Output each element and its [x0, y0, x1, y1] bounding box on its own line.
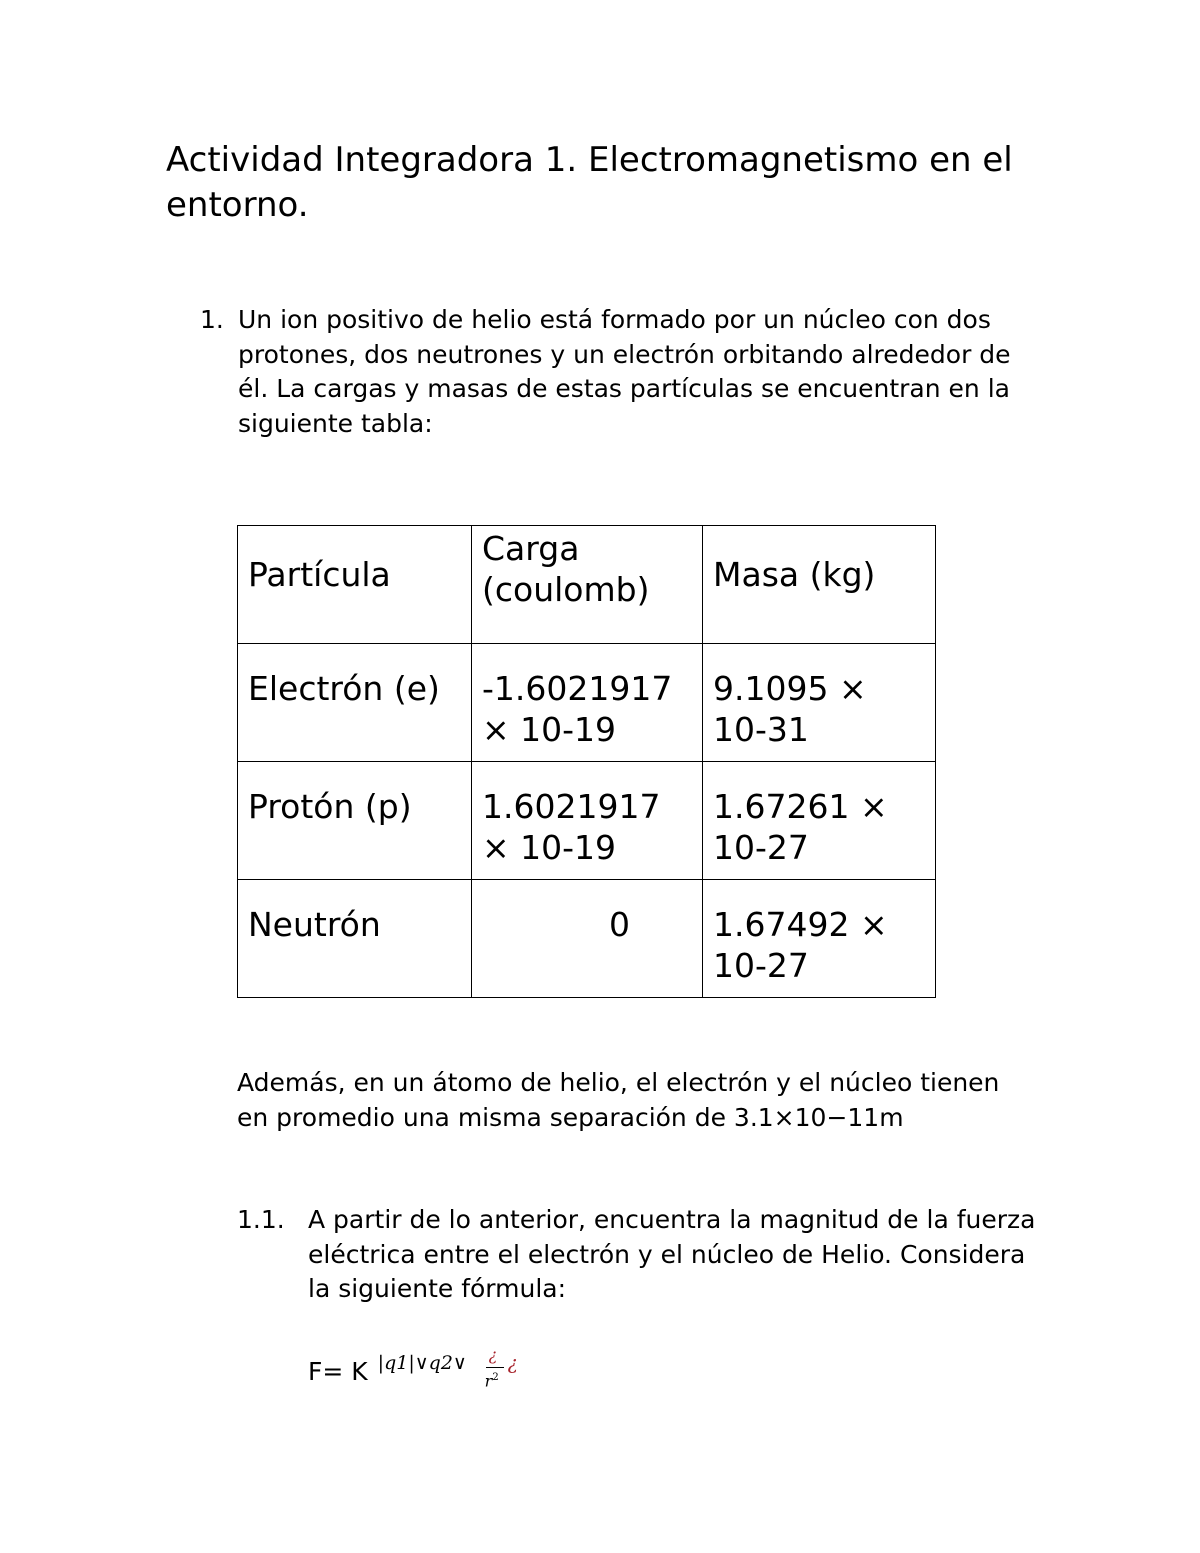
formula-exponent: 2: [492, 1372, 499, 1383]
table-row: [238, 644, 936, 762]
cell-charge: 0: [472, 880, 703, 998]
cell-mass: 9.1095 × 10-31: [703, 644, 936, 762]
cell-mass: 1.67492 × 10-27: [703, 880, 936, 998]
formula-numerator-expression: |q1|∨q2∨: [377, 1352, 467, 1374]
formula-r: r: [484, 1371, 493, 1391]
question-text: Un ion positivo de helio está formado por un núcleo con dos protones, dos neutrones y un electrón orbitando alrededor de él. La cargas y masas de estas partículas se encuentran en la siguiente tabla:: [238, 305, 1011, 438]
coulomb-formula: [308, 1345, 528, 1405]
subquestion-1-1: [237, 1203, 1037, 1307]
separation-paragraph: Además, en un átomo de helio, el electrón y el núcleo tienen en promedio una misma separación de 3.1×10−11m: [237, 1068, 1000, 1132]
formula-rhs: [378, 1345, 528, 1405]
formula-frac-numerator: ¿: [488, 1345, 498, 1364]
header-charge: Carga (coulomb): [472, 526, 703, 644]
question-number: 1.: [200, 305, 224, 334]
subquestion-text: A partir de lo anterior, encuentra la magnitud de la fuerza eléctrica entre el electrón y el núcleo de Helio. Considera la siguiente fórmula:: [308, 1205, 1036, 1303]
header-particle: Partícula: [238, 526, 472, 644]
cell-charge: -1.6021917 × 10-19: [472, 644, 703, 762]
cell-particle: Protón (p): [238, 762, 472, 880]
table-header-row: [238, 526, 936, 644]
cell-charge: 1.6021917 × 10-19: [472, 762, 703, 880]
cell-mass: 1.67261 × 10-27: [703, 762, 936, 880]
page-title: Actividad Integradora 1. Electromagnetismo en el entorno.: [166, 140, 1013, 225]
table-row: [238, 880, 936, 998]
formula-q1: q1: [384, 1352, 409, 1374]
formula-tail: ¿: [507, 1352, 518, 1374]
question-1: [200, 303, 1060, 441]
cell-particle: Neutrón: [238, 880, 472, 998]
formula-denominator: [485, 1366, 499, 1393]
formula-q2: q2: [428, 1352, 453, 1374]
formula-lhs: F= K: [308, 1357, 368, 1386]
cell-particle: Electrón (e): [238, 644, 472, 762]
subquestion-number: 1.1.: [237, 1205, 285, 1234]
header-mass: Masa (kg): [703, 526, 936, 644]
table-row: [238, 762, 936, 880]
particles-table: [237, 525, 936, 998]
